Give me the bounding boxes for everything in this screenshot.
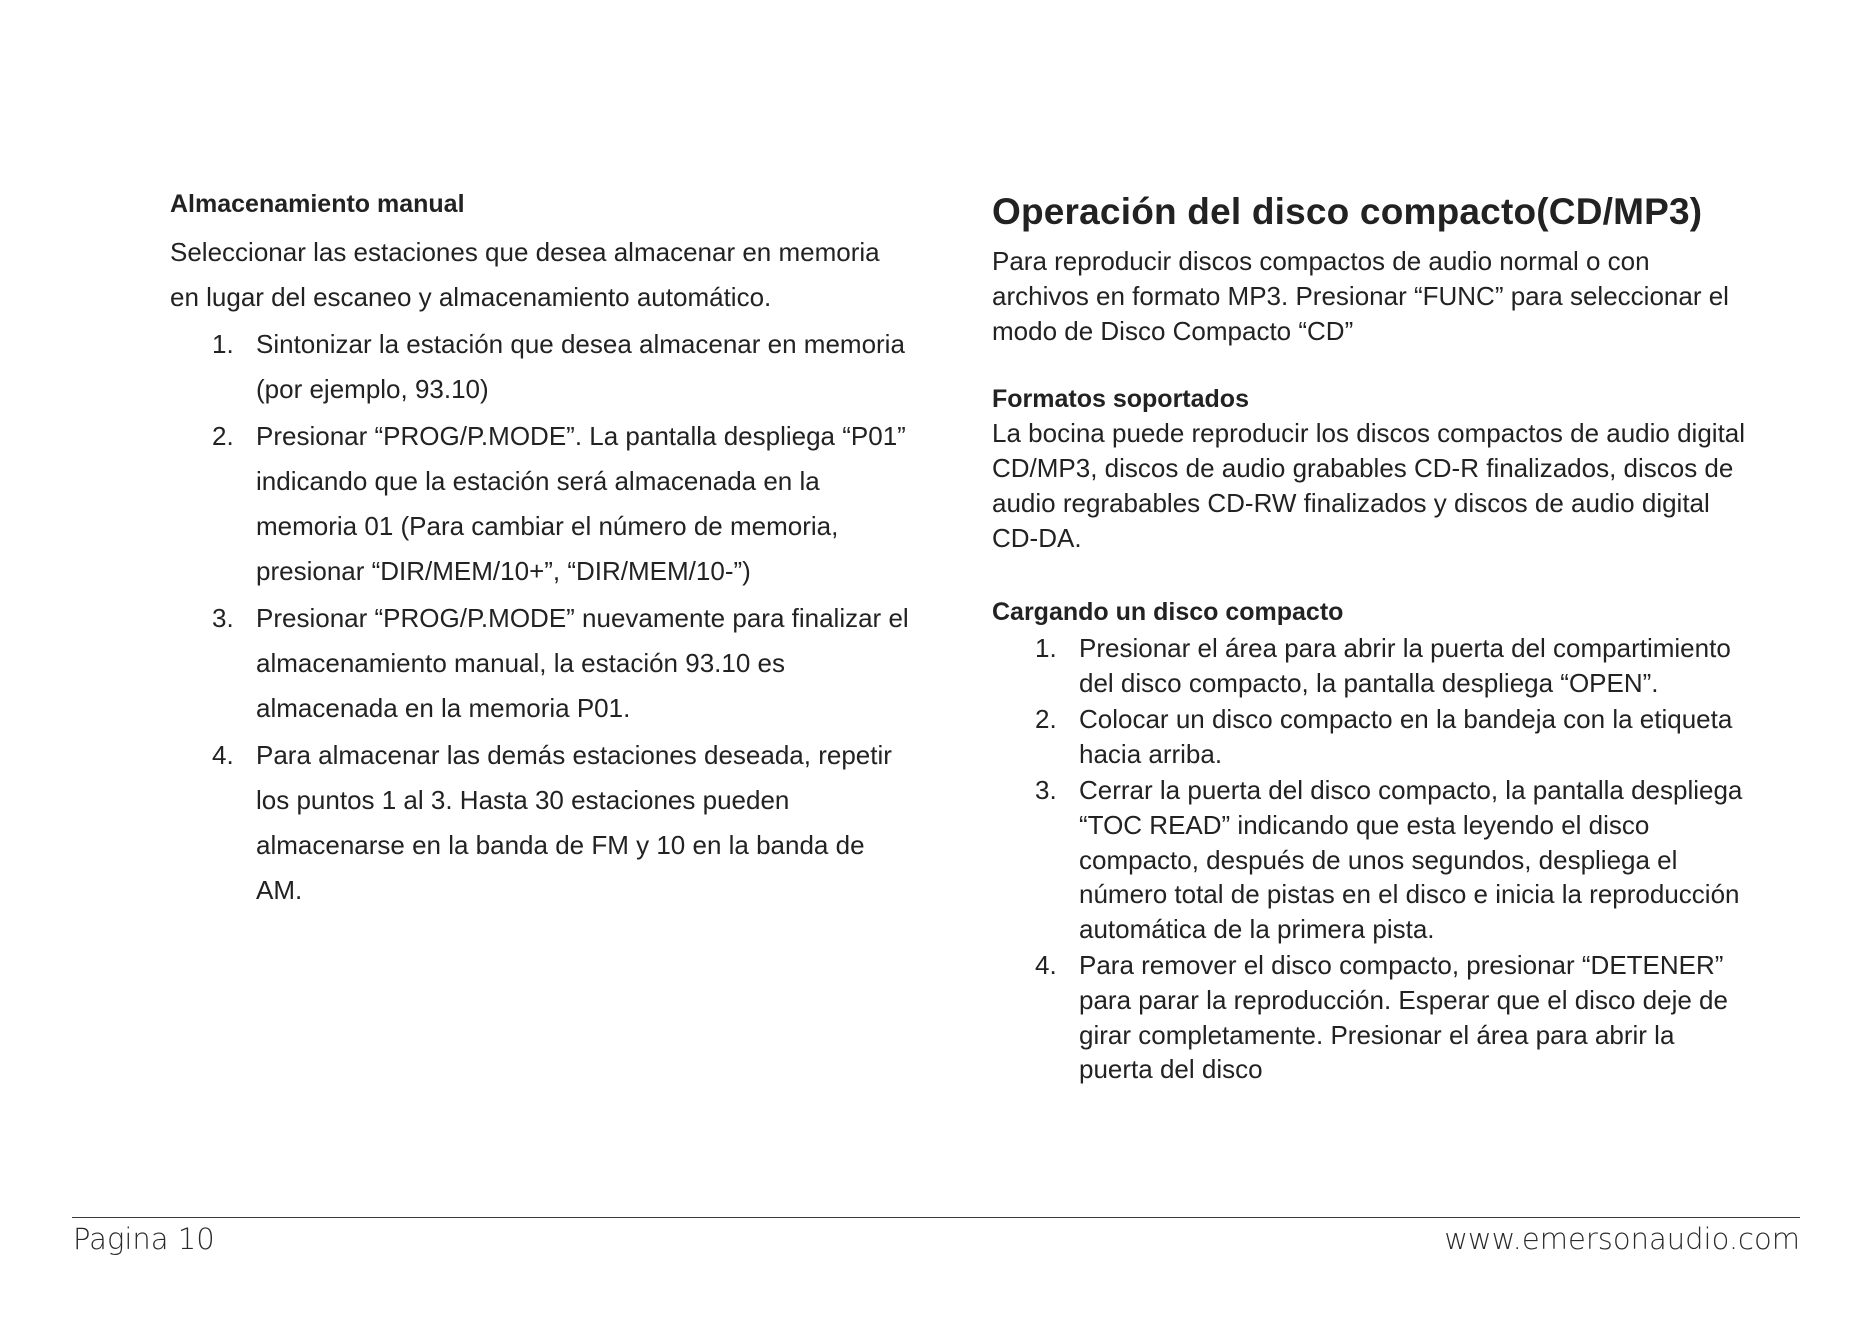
list-item [170, 414, 915, 594]
list-item [992, 631, 1752, 700]
list-item [170, 596, 915, 731]
step-number: 4. [212, 740, 234, 770]
page-title: Operación del disco compacto(CD/MP3) [992, 191, 1703, 232]
section-heading-loading-disc: Cargando un disco compacto [992, 598, 1344, 626]
website-url: www.emersonaudio.com [1444, 1222, 1800, 1256]
list-item [170, 322, 915, 412]
manual-storage-intro: Seleccionar las estaciones que desea almacenar en memoria en lugar del escaneo y almacenamiento automático. [170, 237, 880, 312]
step-number: 2. [212, 421, 234, 451]
step-number: 3. [212, 603, 234, 633]
step-text: Colocar un disco compacto en la bandeja con la etiqueta hacia arriba. [1079, 704, 1733, 769]
step-number: 3. [1035, 775, 1057, 806]
footer-divider [72, 1217, 1800, 1218]
step-number: 1. [1035, 633, 1057, 663]
supported-formats-text: La bocina puede reproducir los discos compactos de audio digital CD/MP3, discos de audio grabables CD-R finalizados, discos de audio regrabables CD-RW finalizados y discos de audio digital CD-DA. [992, 418, 1746, 553]
section-heading-manual-storage: Almacenamiento manual [170, 190, 465, 218]
step-number: 4. [1035, 950, 1057, 981]
list-item [992, 948, 1752, 1086]
page-number: Pagina 10 [73, 1222, 215, 1256]
step-text: Sintonizar la estación que desea almacenar en memoria (por ejemplo, 93.10) [256, 329, 905, 404]
step-text: Cerrar la puerta del disco compacto, la pantalla despliega “TOC READ” indicando que esta leyendo el disco compacto, después de unos segundos, despliega el número total de pistas en el disco e inicia la reproducción automática de la primera pista. [1079, 775, 1743, 944]
step-text: Presionar el área para abrir la puerta del compartimiento del disco compacto, la pantalla despliega “OPEN”. [1079, 633, 1731, 698]
list-item [992, 773, 1752, 946]
list-item [170, 733, 915, 913]
step-text: Para remover el disco compacto, presionar “DETENER” para parar la reproducción. Esperar que el disco deje de girar completamente. Presionar el área para abrir la puerta del disco [1079, 950, 1728, 1085]
section-heading-supported-formats: Formatos soportados [992, 385, 1249, 413]
cd-operation-intro: Para reproducir discos compactos de audio normal o con archivos en formato MP3. Presionar “FUNC” para seleccionar el modo de Disco Compacto “CD” [992, 246, 1729, 346]
step-number: 2. [1035, 704, 1057, 735]
list-item [992, 702, 1752, 771]
step-number: 1. [212, 329, 234, 359]
loading-disc-steps [992, 631, 1752, 1087]
step-text: Presionar “PROG/P.MODE” nuevamente para finalizar el almacenamiento manual, la estación 93.10 es almacenada en la memoria P01. [256, 603, 909, 723]
step-text: Presionar “PROG/P.MODE”. La pantalla despliega “P01” indicando que la estación será almacenada en la memoria 01 (Para cambiar el número de memoria, presionar “DIR/MEM/10+”, “DIR/MEM/10-”) [256, 421, 906, 586]
step-text: Para almacenar las demás estaciones deseada, repetir los puntos 1 al 3. Hasta 30 estaciones pueden almacenarse en la banda de FM y 10 en la banda de AM. [256, 740, 892, 905]
manual-storage-steps [170, 322, 915, 913]
manual-storage-section [170, 188, 915, 915]
cd-operation-section [992, 188, 1752, 1089]
